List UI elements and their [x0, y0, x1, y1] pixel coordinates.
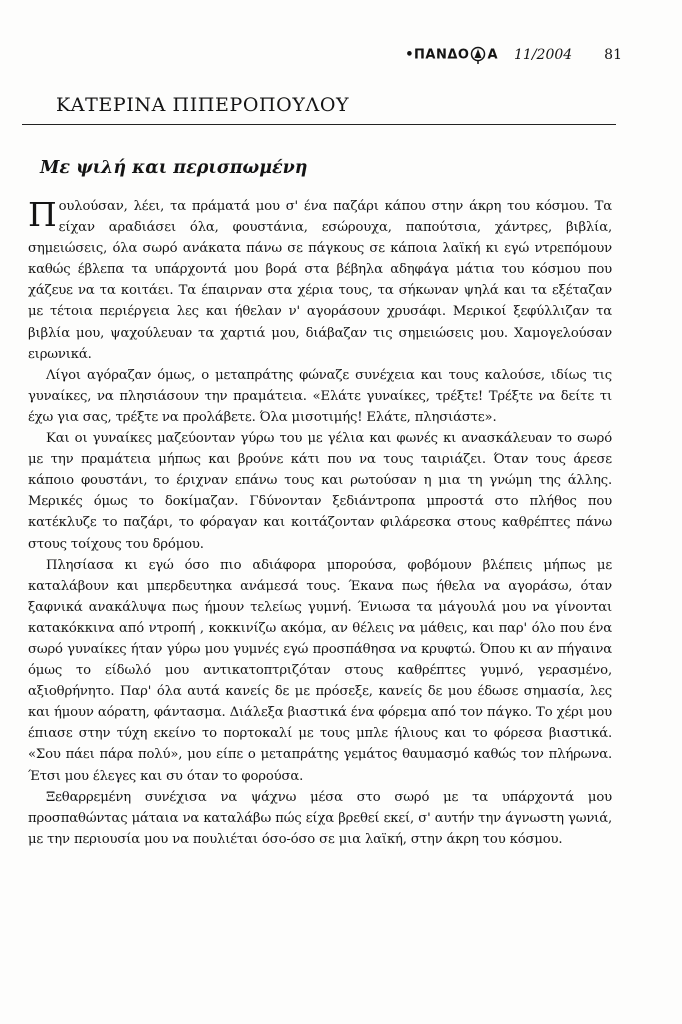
paragraph-4: Πλησίασα κι εγώ όσο πιο αδιάφορα μπορούσα, φοβόμουν βλέπεις μήπως με καταλάβουν και μπερδευτηκα ανάμεσά τους. Έκανα πως ήθελα να αγοράσω, όταν ξαφνικά ανακάλυψα πως ήμουν τελείως γυμνή. Ένιωσα τα μάγουλά μου να γίνονται κατακόκκινα από ντροπή , κοκκινίζω ακόμα, αν θέλεις να μάθεις, και παρ' όλο που ένα σωρό γυναίκες ήταν γύρω μου γυμνές εγώ προσπάθησα να κρυφτώ. Όπου κι αν πήγαινα όμως το είδωλό μου αντικατοπτριζόταν στους καθρέπτες γυμνό, γερασμένο, αξιοθρήνητο. Παρ' όλα αυτά κανείς δε με πρόσεξε, κανείς δε μου έδωσε σημασία, λες και ήμουν αόρατη, φάντασμα. Διάλεξα βιαστικά ένα φόρεμα από τον πάγκο. Το χέρι μου έπιασε στην τύχη εκείνο το πορτοκαλί με τους μπλε ήλιους και το φόρεσα βιαστικά. «Σου πάει πάρα πολύ», μου είπε ο μεταπράτης γεμάτος θαυμασμό καθώς τον πλήρωνα. Έτσι μου έλεγες και συ όταν το φορούσα.: [28, 557, 612, 784]
paragraph-1: [28, 196, 612, 365]
journal-name: [405, 46, 498, 64]
author-name: ΚΑΤΕΡΙΝΑ ΠΙΠΕΡΟΠΟΥΛΟΥ: [56, 94, 350, 116]
paragraph-3: Και οι γυναίκες μαζεύονταν γύρω του με γέλια και φωνές κι ανασκάλευαν το σωρό με την πραμάτεια μήπως και βρούνε κάτι που να τους ταιριάζει. Όταν τους άρεσε κάποιο φουστάνι, το έριχναν επάνω τους και ρωτούσαν η μια τη γνώμη της άλλης. Μερικές όμως το δοκίμαζαν. Γδύνονταν ξεδιάντροπα μπροστά στο πλήθος που κατέκλυζε το παζάρι, το φόραγαν και κοιτάζονταν φιλάρεσκα στους καθρέπτες πάνω στους τοίχους του δρόμου.: [28, 431, 612, 552]
paragraph-5: Ξεθαρρεμένη συνέχισα να ψάχνω μέσα στο σωρό με τα υπάρχοντά μου προσπαθώντας μάταια να καταλάβω πώς είχα βρεθεί εκεί, σ' αυτήν την άγνωστη γωνιά, με την περιουσία μου να πουλιέται όσο-όσο σε μια λαϊκή, στην άκρη του κόσμου.: [28, 789, 612, 847]
header-divider: [22, 124, 616, 125]
journal-bullet: •: [405, 47, 414, 63]
journal-name-part1: ΠΑΝΔΟ: [414, 47, 470, 63]
dropcap: Π: [28, 195, 57, 234]
page-number: 81: [604, 47, 622, 63]
article-title: Με ψιλή και περισπωμένη: [40, 158, 308, 178]
journal-name-part2: Α: [487, 47, 498, 63]
paragraph-1-text: ουλούσαν, λέει, τα πράματά μου σ' ένα παζάρι κάπου στην άκρη του κόσμου. Τα είχαν αραδιάσει όλα, φουστάνια, εσώρουχα, παπούτσια, χάντρες, βιβλία, σημειώσεις, όλα σωρό ανάκατα πάνω σε πάγκους σε κάποια λαϊκή κι εγώ ντρεπόμουν καθώς έβλεπα τα υπάρχοντά μου βορά στα βέβηλα αδηφάγα μάτια του κόσμου που χάζευε να τα κοιτάει. Τα έπαιρναν στα χέρια τους, τα σήκωναν ψηλά και τα εξέταζαν με τέτοια περιέργεια λες και ήθελαν ν' αγοράσουν χρυσάφι. Μερικοί ξεφύλλιζαν τα βιβλία μου, ψαχούλευαν τα χαρτιά μου, διάβαζαν τις σημειώσεις μου. Χαμογελούσαν ειρωνικά.: [28, 199, 612, 362]
article-body: [28, 196, 612, 850]
issue-date: 11/2004: [514, 47, 573, 63]
paragraph-2: Λίγοι αγόραζαν όμως, ο μεταπράτης φώναζε συνέχεια και τους καλούσε, ιδίως τις γυναίκες, να πλησιάσουν την πραμάτεια. «Ελάτε γυναίκες, τρέξτε! Τρέξτε να δείτε τι έχω για σας, τρέξτε να προλάβετε. Όλα μισοτιμής! Ελάτε, πλησιάστε».: [28, 367, 612, 425]
journal-logo-icon: [470, 46, 486, 64]
running-header: [405, 46, 622, 64]
